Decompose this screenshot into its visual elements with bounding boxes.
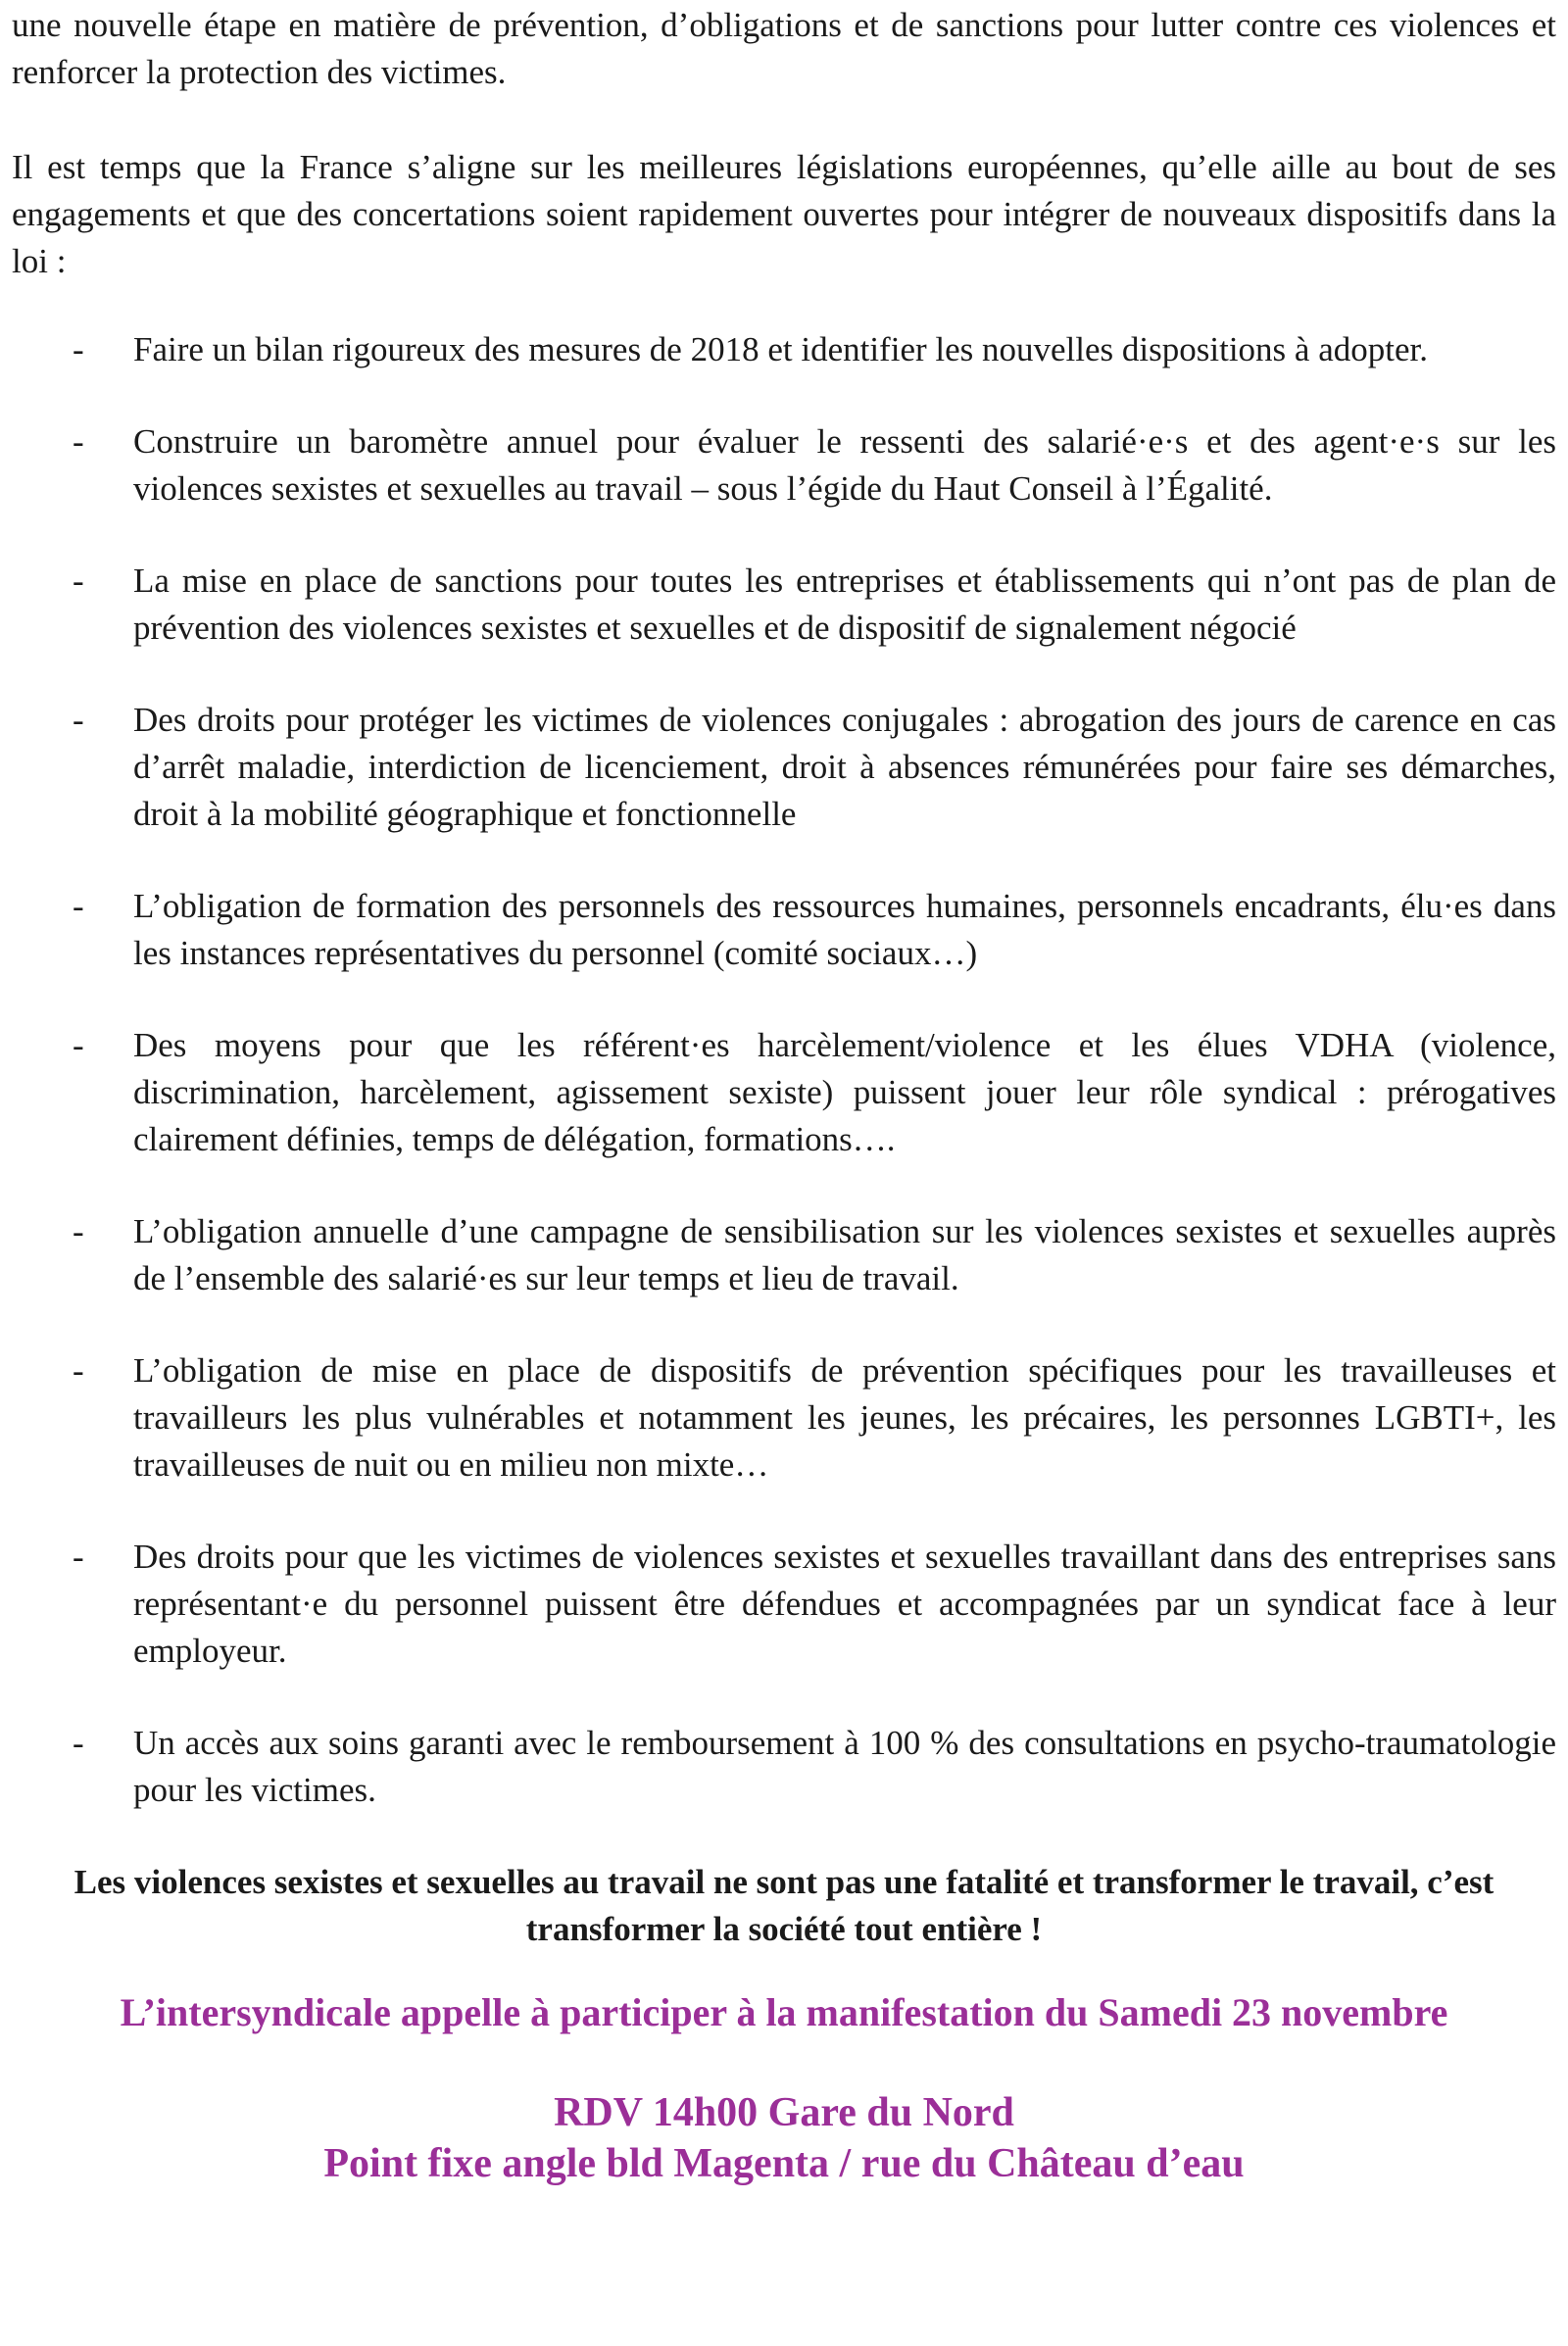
measure-text: Des droits pour que les victimes de violences sexistes et sexuelles travaillant dans des entreprises sans représentant·e du personnel puissent être défendues et accompagnées par un syndicat face à leur employeur.: [133, 1538, 1556, 1670]
measure-item-4: [12, 697, 1556, 838]
call-to-action: L’intersyndicale appelle à participer à la manifestation du Samedi 23 novembre: [120, 1990, 1448, 2034]
intro-continuation-paragraph: une nouvelle étape en matière de prévention, d’obligations et de sanctions pour lutter contre ces violences et renforcer la protection des victimes.: [12, 6, 1556, 91]
bullet-dash: -: [73, 562, 84, 600]
document-page: [12, 0, 1556, 2189]
measures-list: [12, 326, 1556, 1814]
measure-text: Construire un baromètre annuel pour évaluer le ressenti des salarié·e·s et des agent·e·s sur les violences sexistes et sexuelles au travail – sous l’égide du Haut Conseil à l’Égalité.: [133, 422, 1556, 508]
intro-main-paragraph: Il est temps que la France s’aligne sur les meilleures législations européennes, qu’elle aille au bout de ses engagements et que des concertations soient rapidement ouvertes pour intégrer de nouveaux dispositifs dans la loi :: [12, 148, 1556, 280]
measure-text: Des moyens pour que les référent·es harcèlement/violence et les élues VDHA (violence, discrimination, harcèlement, agissement sexiste) puissent jouer leur rôle syndical : prérogatives clairement définies, temps de délégation, formations….: [133, 1026, 1556, 1158]
measure-item-8: [12, 1347, 1556, 1489]
bullet-dash: -: [73, 887, 84, 925]
measure-item-10: [12, 1720, 1556, 1814]
measure-text: Des droits pour protéger les victimes de violences conjugales : abrogation des jours de carence en cas d’arrêt maladie, interdiction de licenciement, droit à absences rémunérées pour faire ses démarches, droit à la mobilité géographique et fonctionnelle: [133, 701, 1556, 833]
bullet-dash: -: [73, 1538, 84, 1576]
bullet-dash: -: [73, 330, 84, 368]
bullet-dash: -: [73, 1724, 84, 1762]
bullet-dash: -: [73, 701, 84, 739]
measure-item-7: [12, 1208, 1556, 1302]
measure-item-6: [12, 1022, 1556, 1163]
measure-text: La mise en place de sanctions pour toutes les entreprises et établissements qui n’ont pas de plan de prévention des violences sexistes et sexuelles et de dispositif de signalement négocié: [133, 562, 1556, 647]
measure-text: Un accès aux soins garanti avec le remboursement à 100 % des consultations en psycho-traumatologie pour les victimes.: [133, 1724, 1556, 1809]
bullet-dash: -: [73, 1026, 84, 1064]
measure-item-1: [12, 326, 1556, 373]
bullet-dash: -: [73, 1351, 84, 1390]
measure-item-3: [12, 558, 1556, 652]
measure-item-2: [12, 418, 1556, 513]
measure-item-9: [12, 1534, 1556, 1675]
measure-text: L’obligation annuelle d’une campagne de sensibilisation sur les violences sexistes et sexuelles auprès de l’ensemble des salarié·es sur leur temps et lieu de travail.: [133, 1212, 1556, 1297]
conclusion-statement: Les violences sexistes et sexuelles au travail ne sont pas une fatalité et transformer le travail, c’est transformer la société tout entière !: [74, 1863, 1494, 1948]
measure-text: L’obligation de mise en place de dispositifs de prévention spécifiques pour les travailleuses et travailleurs les plus vulnérables et notamment les jeunes, les précaires, les personnes LGBTI+, les travailleuses de nuit ou en milieu non mixte…: [133, 1351, 1556, 1484]
bullet-dash: -: [73, 1212, 84, 1250]
bullet-dash: -: [73, 422, 84, 461]
meeting-point: [12, 2087, 1556, 2189]
meeting-time-place: RDV 14h00 Gare du Nord: [554, 2090, 1014, 2135]
meeting-fixed-point: Point fixe angle bld Magenta / rue du Château d’eau: [323, 2141, 1245, 2186]
measure-text: L’obligation de formation des personnels des ressources humaines, personnels encadrants, élu·es dans les instances représentatives du personnel (comité sociaux…): [133, 887, 1556, 972]
measure-text: Faire un bilan rigoureux des mesures de 2018 et identifier les nouvelles dispositions à adopter.: [133, 330, 1428, 368]
measure-item-5: [12, 883, 1556, 977]
